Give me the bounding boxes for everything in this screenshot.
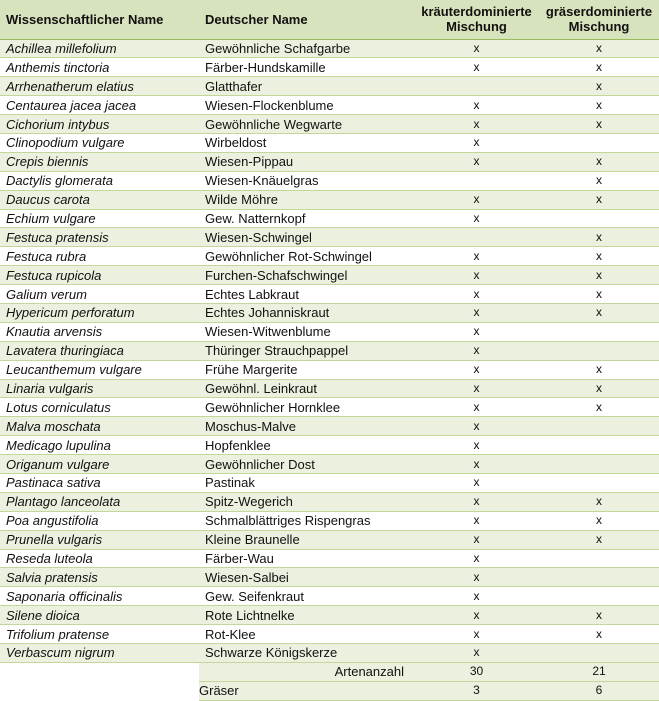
grass-mixture-cell: x: [539, 303, 659, 322]
german-name-cell: Wiesen-Knäuelgras: [199, 171, 414, 190]
herb-mixture-cell: x: [414, 303, 539, 322]
grass-mixture-cell: [539, 417, 659, 436]
summary-blank-cell: [0, 681, 199, 700]
grass-mixture-cell: [539, 549, 659, 568]
herb-mixture-cell: x: [414, 473, 539, 492]
table-row: [0, 58, 659, 77]
table-row: [0, 247, 659, 266]
grass-mixture-cell: x: [539, 398, 659, 417]
german-name-cell: Wiesen-Flockenblume: [199, 96, 414, 115]
german-name-cell: Gew. Seifenkraut: [199, 587, 414, 606]
scientific-name-cell: Anthemis tinctoria: [0, 58, 199, 77]
herb-mixture-cell: x: [414, 209, 539, 228]
german-name-cell: Spitz-Wegerich: [199, 492, 414, 511]
german-name-cell: Wiesen-Witwenblume: [199, 322, 414, 341]
table-row: [0, 398, 659, 417]
table-row: [0, 625, 659, 644]
scientific-name-cell: Festuca rupicola: [0, 266, 199, 285]
herb-mixture-cell: x: [414, 644, 539, 663]
grass-mixture-cell: x: [539, 530, 659, 549]
grass-mixture-cell: x: [539, 606, 659, 625]
herb-mixture-cell: x: [414, 455, 539, 474]
german-name-cell: Pastinak: [199, 473, 414, 492]
german-name-cell: Glatthafer: [199, 77, 414, 96]
table-row: [0, 549, 659, 568]
german-name-cell: Färber-Wau: [199, 549, 414, 568]
species-count-herb: 30: [414, 662, 539, 681]
herb-mixture-cell: [414, 77, 539, 96]
table-row: [0, 39, 659, 58]
german-name-cell: Gewöhnliche Wegwarte: [199, 115, 414, 134]
scientific-name-cell: Leucanthemum vulgare: [0, 360, 199, 379]
scientific-name-cell: Prunella vulgaris: [0, 530, 199, 549]
herb-mixture-cell: x: [414, 266, 539, 285]
grass-mixture-cell: [539, 322, 659, 341]
summary-row-grass-count: [0, 681, 659, 700]
header-grass-line1: gräserdominierte: [545, 4, 653, 20]
header-grass-line2: Mischung: [568, 19, 630, 35]
table-row: [0, 436, 659, 455]
grass-mixture-cell: x: [539, 39, 659, 58]
grass-mixture-cell: [539, 644, 659, 663]
herb-mixture-cell: x: [414, 625, 539, 644]
scientific-name-cell: Medicago lupulina: [0, 436, 199, 455]
grass-mixture-cell: x: [539, 190, 659, 209]
species-count-label: Artenanzahl: [199, 662, 414, 681]
grass-mixture-cell: [539, 587, 659, 606]
scientific-name-cell: Festuca pratensis: [0, 228, 199, 247]
herb-mixture-cell: x: [414, 417, 539, 436]
german-name-cell: Thüringer Strauchpappel: [199, 341, 414, 360]
herb-mixture-cell: x: [414, 606, 539, 625]
scientific-name-cell: Galium verum: [0, 285, 199, 304]
grass-mixture-cell: x: [539, 115, 659, 134]
german-name-cell: Gewöhnl. Leinkraut: [199, 379, 414, 398]
grass-count-grass: 6: [539, 681, 659, 700]
grass-count-herb: 3: [414, 681, 539, 700]
herb-mixture-cell: x: [414, 492, 539, 511]
table-row: [0, 152, 659, 171]
grass-mixture-cell: [539, 568, 659, 587]
grass-mixture-cell: x: [539, 152, 659, 171]
table-row: [0, 587, 659, 606]
header-herb-line1: kräuterdominierte: [421, 4, 532, 20]
table-row: [0, 322, 659, 341]
grass-mixture-cell: [539, 436, 659, 455]
german-name-cell: Gewöhnlicher Dost: [199, 455, 414, 474]
grass-mixture-cell: x: [539, 492, 659, 511]
table-row: [0, 209, 659, 228]
scientific-name-cell: Dactylis glomerata: [0, 171, 199, 190]
table-row: [0, 644, 659, 663]
scientific-name-cell: Reseda luteola: [0, 549, 199, 568]
table-row: [0, 379, 659, 398]
herb-mixture-cell: x: [414, 530, 539, 549]
scientific-name-cell: Malva moschata: [0, 417, 199, 436]
herb-mixture-cell: x: [414, 285, 539, 304]
scientific-name-cell: Origanum vulgare: [0, 455, 199, 474]
scientific-name-cell: Arrhenatherum elatius: [0, 77, 199, 96]
table-header-row: [0, 0, 659, 39]
scientific-name-cell: Poa angustifolia: [0, 511, 199, 530]
table-row: [0, 568, 659, 587]
german-name-cell: Wiesen-Pippau: [199, 152, 414, 171]
table-row: [0, 96, 659, 115]
german-name-cell: Wilde Möhre: [199, 190, 414, 209]
herb-mixture-cell: x: [414, 133, 539, 152]
scientific-name-cell: Crepis biennis: [0, 152, 199, 171]
scientific-name-cell: Echium vulgare: [0, 209, 199, 228]
table-row: [0, 228, 659, 247]
scientific-name-cell: Linaria vulgaris: [0, 379, 199, 398]
grass-mixture-cell: x: [539, 247, 659, 266]
header-herb-line2: Mischung: [446, 19, 507, 35]
table-row: [0, 492, 659, 511]
scientific-name-cell: Verbascum nigrum: [0, 644, 199, 663]
grass-mixture-cell: x: [539, 266, 659, 285]
german-name-cell: Gewöhnlicher Rot-Schwingel: [199, 247, 414, 266]
herb-mixture-cell: [414, 228, 539, 247]
german-name-cell: Echtes Labkraut: [199, 285, 414, 304]
scientific-name-cell: Cichorium intybus: [0, 115, 199, 134]
table-row: [0, 455, 659, 474]
table-row: [0, 511, 659, 530]
scientific-name-cell: Achillea millefolium: [0, 39, 199, 58]
scientific-name-cell: Pastinaca sativa: [0, 473, 199, 492]
grass-mixture-cell: [539, 209, 659, 228]
table-row: [0, 360, 659, 379]
grass-mixture-cell: [539, 455, 659, 474]
herb-mixture-cell: x: [414, 190, 539, 209]
herb-mixture-cell: x: [414, 322, 539, 341]
grass-mixture-cell: x: [539, 360, 659, 379]
scientific-name-cell: Festuca rubra: [0, 247, 199, 266]
herb-mixture-cell: [414, 171, 539, 190]
german-name-cell: Hopfenklee: [199, 436, 414, 455]
table-row: [0, 190, 659, 209]
table-row: [0, 303, 659, 322]
herb-mixture-cell: x: [414, 511, 539, 530]
herb-mixture-cell: x: [414, 96, 539, 115]
herb-mixture-cell: x: [414, 39, 539, 58]
scientific-name-cell: Centaurea jacea jacea: [0, 96, 199, 115]
german-name-cell: Frühe Margerite: [199, 360, 414, 379]
german-name-cell: Wiesen-Salbei: [199, 568, 414, 587]
table-row: [0, 473, 659, 492]
german-name-cell: Schmalblättriges Rispengras: [199, 511, 414, 530]
grass-mixture-cell: x: [539, 96, 659, 115]
herb-mixture-cell: x: [414, 341, 539, 360]
german-name-cell: Echtes Johanniskraut: [199, 303, 414, 322]
table-row: [0, 417, 659, 436]
german-name-cell: Furchen-Schafschwingel: [199, 266, 414, 285]
scientific-name-cell: Lotus corniculatus: [0, 398, 199, 417]
table-row: [0, 266, 659, 285]
summary-row-species-count: [0, 662, 659, 681]
grass-mixture-cell: x: [539, 58, 659, 77]
grass-mixture-cell: x: [539, 285, 659, 304]
german-name-cell: Wiesen-Schwingel: [199, 228, 414, 247]
grass-mixture-cell: x: [539, 171, 659, 190]
herb-mixture-cell: x: [414, 436, 539, 455]
german-name-cell: Rot-Klee: [199, 625, 414, 644]
table-row: [0, 115, 659, 134]
german-name-cell: Gewöhnliche Schafgarbe: [199, 39, 414, 58]
german-name-cell: Gew. Natternkopf: [199, 209, 414, 228]
table-row: [0, 285, 659, 304]
german-name-cell: Kleine Braunelle: [199, 530, 414, 549]
scientific-name-cell: Clinopodium vulgare: [0, 133, 199, 152]
scientific-name-cell: Salvia pratensis: [0, 568, 199, 587]
scientific-name-cell: Hypericum perforatum: [0, 303, 199, 322]
german-name-cell: Schwarze Königskerze: [199, 644, 414, 663]
header-scientific-name: Wissenschaftlicher Name: [0, 0, 199, 39]
german-name-cell: Moschus-Malve: [199, 417, 414, 436]
herb-mixture-cell: x: [414, 568, 539, 587]
table-row: [0, 341, 659, 360]
scientific-name-cell: Saponaria officinalis: [0, 587, 199, 606]
herb-mixture-cell: x: [414, 587, 539, 606]
herb-mixture-cell: x: [414, 398, 539, 417]
herb-mixture-cell: x: [414, 549, 539, 568]
grass-mixture-cell: [539, 133, 659, 152]
scientific-name-cell: Plantago lanceolata: [0, 492, 199, 511]
grass-mixture-cell: [539, 473, 659, 492]
herb-mixture-cell: x: [414, 152, 539, 171]
scientific-name-cell: Trifolium pratense: [0, 625, 199, 644]
scientific-name-cell: Daucus carota: [0, 190, 199, 209]
grass-mixture-cell: x: [539, 511, 659, 530]
table-row: [0, 606, 659, 625]
scientific-name-cell: Silene dioica: [0, 606, 199, 625]
table-row: [0, 171, 659, 190]
german-name-cell: Gewöhnlicher Hornklee: [199, 398, 414, 417]
german-name-cell: Rote Lichtnelke: [199, 606, 414, 625]
herb-mixture-cell: x: [414, 58, 539, 77]
grass-count-label: Gräser: [199, 681, 414, 700]
table-row: [0, 530, 659, 549]
summary-blank-cell: [0, 662, 199, 681]
header-german-name: Deutscher Name: [199, 0, 414, 39]
grass-mixture-cell: x: [539, 379, 659, 398]
scientific-name-cell: Lavatera thuringiaca: [0, 341, 199, 360]
scientific-name-cell: Knautia arvensis: [0, 322, 199, 341]
herb-mixture-cell: x: [414, 379, 539, 398]
grass-mixture-cell: x: [539, 228, 659, 247]
german-name-cell: Wirbeldost: [199, 133, 414, 152]
table-row: [0, 133, 659, 152]
herb-mixture-cell: x: [414, 115, 539, 134]
header-grass-mixture: [539, 0, 659, 39]
header-herb-mixture: [414, 0, 539, 39]
herb-mixture-cell: x: [414, 360, 539, 379]
herb-mixture-cell: x: [414, 247, 539, 266]
table-row: [0, 77, 659, 96]
german-name-cell: Färber-Hundskamille: [199, 58, 414, 77]
grass-mixture-cell: x: [539, 625, 659, 644]
grass-mixture-cell: [539, 341, 659, 360]
grass-mixture-cell: x: [539, 77, 659, 96]
species-count-grass: 21: [539, 662, 659, 681]
